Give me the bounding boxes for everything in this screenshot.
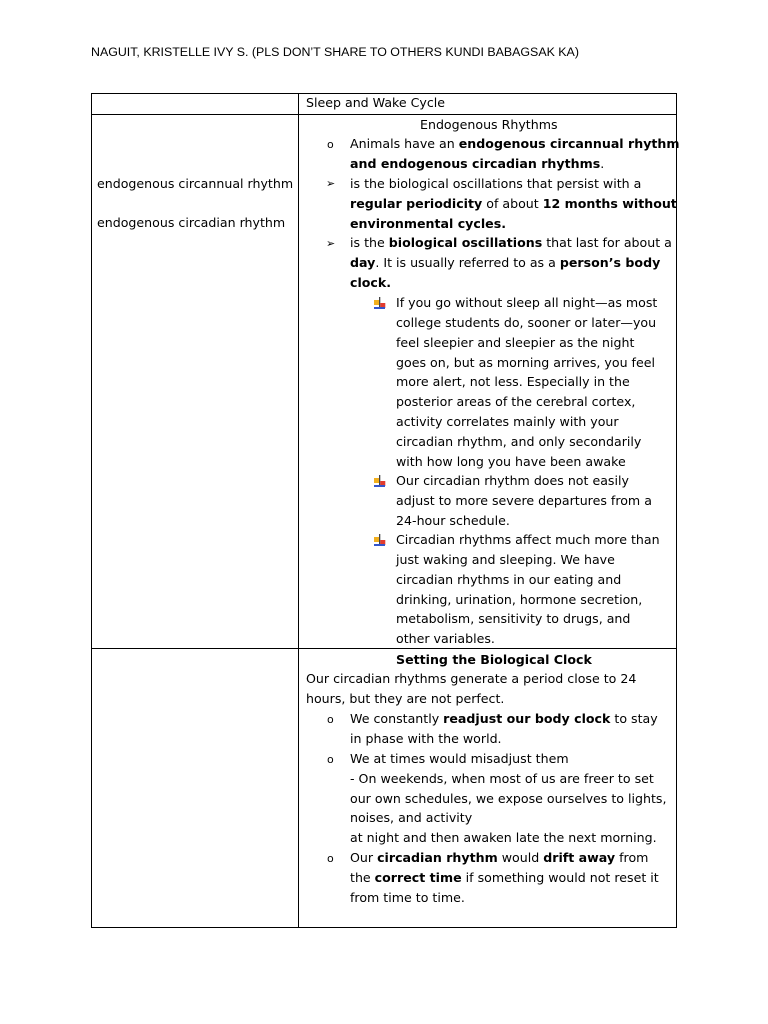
readjust-line-1: We constantly readjust our body clock to stay — [350, 711, 658, 726]
table-border-bottom — [91, 927, 677, 928]
note-line: posterior areas of the cerebral cortex, — [396, 394, 636, 409]
drift-line-2: the correct time if something would not reset it — [350, 870, 659, 885]
drift-line-1: Our circadian rhythm would drift away from — [350, 850, 649, 865]
circadian-def-line-2: day. It is usually referred to as a person’s body — [350, 255, 661, 270]
circle-bullet: o — [327, 138, 334, 151]
clock-intro-line: Our circadian rhythms generate a period close to 24 — [306, 671, 637, 686]
table-border-left — [91, 93, 92, 928]
intro-line-2: and endogenous circadian rhythms. — [350, 156, 605, 171]
table-heading: Sleep and Wake Cycle — [306, 95, 446, 110]
note-line: feel sleepier and sleepier as the night — [396, 335, 635, 350]
note-line: circadian rhythms in our eating and — [396, 572, 622, 587]
circannual-def-line-1: is the biological oscillations that persist with a — [350, 176, 642, 191]
table-row-divider — [91, 648, 677, 649]
page-header: NAGUIT, KRISTELLE IVY S. (PLS DON’T SHARE TO OTHERS KUNDI BABAGSAK KA) — [91, 45, 579, 59]
note-line: circadian rhythm, and only secondarily — [396, 434, 642, 449]
note-line: college students do, sooner or later—you — [396, 315, 657, 330]
clock-intro-line: hours, but they are not perfect. — [306, 691, 505, 706]
flag-bullet-icon — [373, 297, 386, 310]
circadian-def-line-1: is the biological oscillations that last for about a — [350, 235, 672, 250]
readjust-line-2: in phase with the world. — [350, 731, 502, 746]
misadjust-line: noises, and activity — [350, 810, 473, 825]
circannual-def-line-3: environmental cycles. — [350, 216, 506, 231]
arrow-bullet: ➢ — [326, 237, 336, 250]
circle-bullet: o — [327, 713, 334, 726]
misadjust-line: We at times would misadjust them — [350, 751, 569, 766]
circadian-def-line-3: clock. — [350, 275, 392, 290]
circle-bullet: o — [327, 753, 334, 766]
note-line: with how long you have been awake — [396, 454, 626, 469]
note-line: goes on, but as morning arrives, you feel — [396, 355, 655, 370]
arrow-bullet: ➢ — [326, 177, 336, 190]
circannual-def-line-2: regular periodicity of about 12 months without — [350, 196, 677, 211]
notes-table — [91, 93, 680, 928]
note-line: adjust to more severe departures from a — [396, 493, 652, 508]
misadjust-line: our own schedules, we expose ourselves to lights, — [350, 791, 667, 806]
misadjust-line: - On weekends, when most of us are freer to set — [350, 771, 654, 786]
note-line: just waking and sleeping. We have — [396, 552, 615, 567]
note-line: Our circadian rhythm does not easily — [396, 473, 629, 488]
note-line: more alert, not less. Especially in the — [396, 374, 630, 389]
intro-line-1: Animals have an endogenous circannual rhythm — [350, 136, 680, 151]
drift-line-3: from time to time. — [350, 890, 465, 905]
note-line: activity correlates mainly with your — [396, 414, 619, 429]
section-title-biological-clock: Setting the Biological Clock — [396, 652, 592, 667]
misadjust-line: at night and then awaken late the next morning. — [350, 830, 657, 845]
note-line: 24-hour schedule. — [396, 513, 510, 528]
term-circadian: endogenous circadian rhythm — [97, 215, 286, 230]
circle-bullet: o — [327, 852, 334, 865]
note-line: Circadian rhythms affect much more than — [396, 532, 660, 547]
flag-bullet-icon — [373, 534, 386, 547]
section-title-endogenous: Endogenous Rhythms — [420, 117, 558, 132]
flag-bullet-icon — [373, 475, 386, 488]
note-line: other variables. — [396, 631, 495, 646]
note-line: drinking, urination, hormone secretion, — [396, 592, 643, 607]
note-line: metabolism, sensitivity to drugs, and — [396, 611, 631, 626]
table-row-divider — [91, 114, 677, 115]
note-line: If you go without sleep all night—as most — [396, 295, 658, 310]
table-column-divider — [298, 93, 299, 928]
table-border-right — [676, 93, 677, 928]
term-circannual: endogenous circannual rhythm — [97, 176, 294, 191]
